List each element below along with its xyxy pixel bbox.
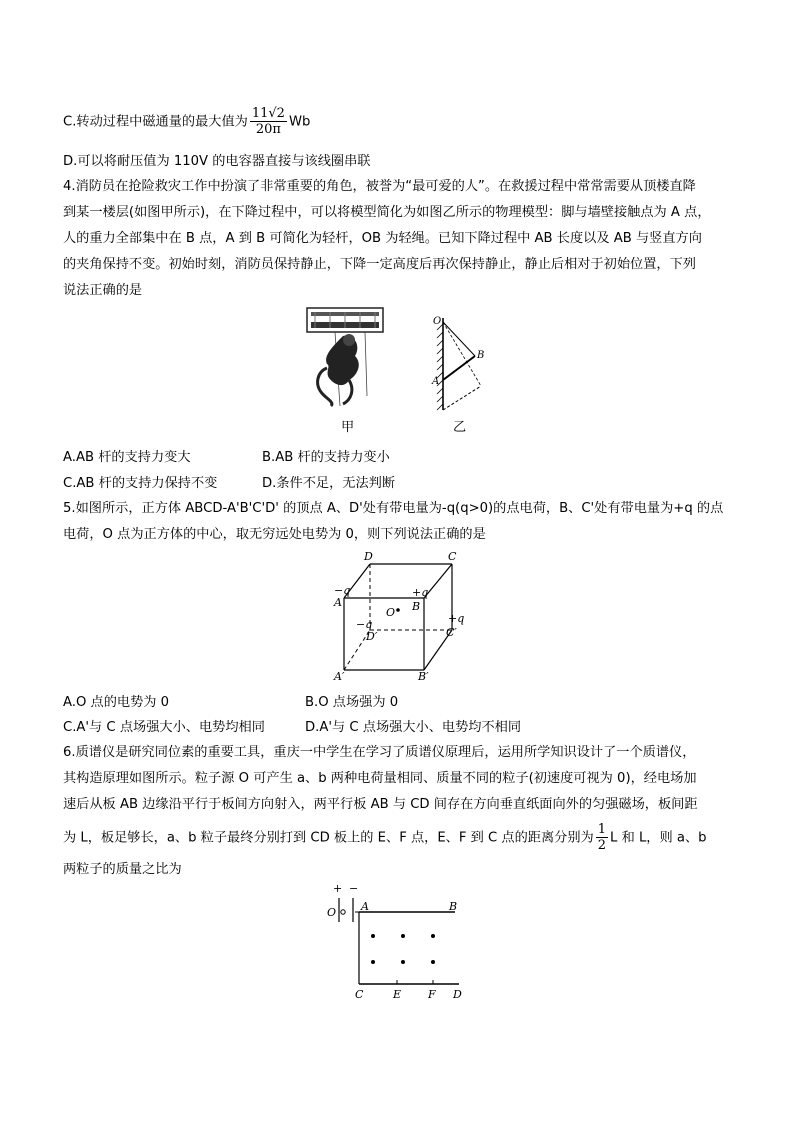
ms-label-d: D <box>453 988 462 1001</box>
ms-label-b: B <box>449 900 458 913</box>
q3-option-c-prefix: C.转动过程中磁通量的最大值为 <box>63 114 248 130</box>
ms-label-plus: + <box>333 882 343 895</box>
cube-charge-cp: +q <box>448 612 465 625</box>
q6-frac-numerator: 1 <box>597 822 607 837</box>
q6-frac-denominator: 2 <box>597 838 607 853</box>
q6-stem-line-4 <box>63 822 707 853</box>
ms-label-f: F <box>428 988 436 1001</box>
cube-label-aprime: A′ <box>334 670 345 683</box>
q6-stem-line-3: 速后从板 AB 边缘沿平行于板间方向射入，两平行板 AB 与 CD 间存在方向垂直纸面向外的匀强磁场，板间距 <box>63 797 698 812</box>
cube-figure <box>328 548 478 684</box>
ms-label-minus: − <box>349 882 359 895</box>
cube-label-dprime: D′ <box>366 630 378 643</box>
q4-option-a: A.AB 杆的支持力变大 <box>63 450 191 465</box>
q5-option-a: A.O 点的电势为 0 <box>63 695 170 710</box>
q6-stem-line-2: 其构造原理如图所示。粒子源 O 可产生 a、b 两种电荷量相同、质量不同的粒子(初速度可视为 0)，经电场加 <box>63 771 697 786</box>
cube-charge-a: −q <box>334 584 351 597</box>
ms-label-o: O <box>327 906 337 919</box>
cube-label-cprime: C′ <box>446 626 457 639</box>
figure-yi-label: 乙 <box>453 420 467 435</box>
q3-option-c-fraction <box>250 106 287 137</box>
q3-option-c <box>63 106 310 137</box>
q3-option-c-unit: Wb <box>288 114 311 130</box>
q5-stem-line-1: 5.如图所示，正方体 ABCD-A'B'C'D' 的顶点 A、D'处有带电量为-q(q>0)的点电荷，B、C'处有带电量为+q 的点 <box>63 501 724 516</box>
q4-stem-line-3: 人的重力全部集中在 B 点，A 到 B 可简化为轻杆，OB 为轻绳。已知下降过程中 AB 长度以及 AB 与竖直方向 <box>63 231 702 246</box>
q4-stem-line-1: 4.消防员在抢险救灾工作中扮演了非常重要的角色，被誉为“最可爱的人”。在救援过程中常常需要从顶楼直降 <box>63 179 696 194</box>
q5-option-b: B.O 点场强为 0 <box>305 695 399 710</box>
yi-label-a: A <box>432 376 440 387</box>
q5-option-d: D.A'与 C 点场强大小、电势均不相同 <box>305 720 522 735</box>
yi-label-o: O <box>433 316 442 327</box>
ms-label-c: C <box>355 988 364 1001</box>
ms-label-e: E <box>393 988 402 1001</box>
q4-option-d: D.条件不足，无法判断 <box>262 476 396 491</box>
figure-jia-label: 甲 <box>341 420 355 435</box>
cube-charge-b: +q <box>412 586 429 599</box>
q3-frac-denominator: 20π <box>255 122 281 137</box>
q4-option-b: B.AB 杆的支持力变小 <box>262 450 390 465</box>
q4-stem-line-5: 说法正确的是 <box>63 283 143 298</box>
firefighter-figure-jia <box>305 306 385 414</box>
q5-option-c: C.A'与 C 点场强大小、电势均相同 <box>63 720 265 735</box>
cube-label-a: A <box>334 596 342 609</box>
q3-option-d: D.可以将耐压值为 110V 的电容器直接与该线圈串联 <box>63 154 371 169</box>
cube-label-o: O <box>386 606 396 619</box>
q3-frac-numerator: 11√2 <box>251 106 285 121</box>
yi-label-b: B <box>477 350 485 361</box>
cube-label-b: B <box>412 600 421 613</box>
wall-model-figure-yi <box>425 310 495 416</box>
q6-stem-line-5: 两粒子的质量之比为 <box>63 862 182 877</box>
q6-line4-suffix: L 和 L，则 a、b <box>610 830 707 846</box>
q6-stem-line-1: 6.质谱仪是研究同位素的重要工具，重庆一中学生在学习了质谱仪原理后，运用所学知识设计了一个质谱仪， <box>63 745 696 760</box>
q5-stem-line-2: 电荷，O 点为正方体的中心，取无穷远处电势为 0，则下列说法正确的是 <box>63 527 486 542</box>
q4-stem-line-4: 的夹角保持不变。初始时刻，消防员保持静止，下降一定高度后再次保持静止，静止后相对于初始位置，下列 <box>63 257 696 272</box>
q4-option-c: C.AB 杆的支持力保持不变 <box>63 476 218 491</box>
cube-label-c: C <box>448 550 457 563</box>
cube-label-bprime: B′ <box>418 670 429 683</box>
cube-label-d: D <box>364 550 373 563</box>
mass-spectrometer-figure <box>325 880 475 1004</box>
q4-stem-line-2: 到某一楼层(如图甲所示)，在下降过程中，可以将模型简化为如图乙所示的物理模型：脚与墙壁接触点为 A 点， <box>63 205 711 220</box>
q6-fraction <box>596 822 608 853</box>
q6-line4-prefix: 为 L，板足够长，a、b 粒子最终分别打到 CD 板上的 E、F 点，E、F 到 C 点的距离分别为 <box>63 830 594 846</box>
cube-charge-dp: −q <box>356 618 373 631</box>
ms-label-a: A <box>361 900 369 913</box>
